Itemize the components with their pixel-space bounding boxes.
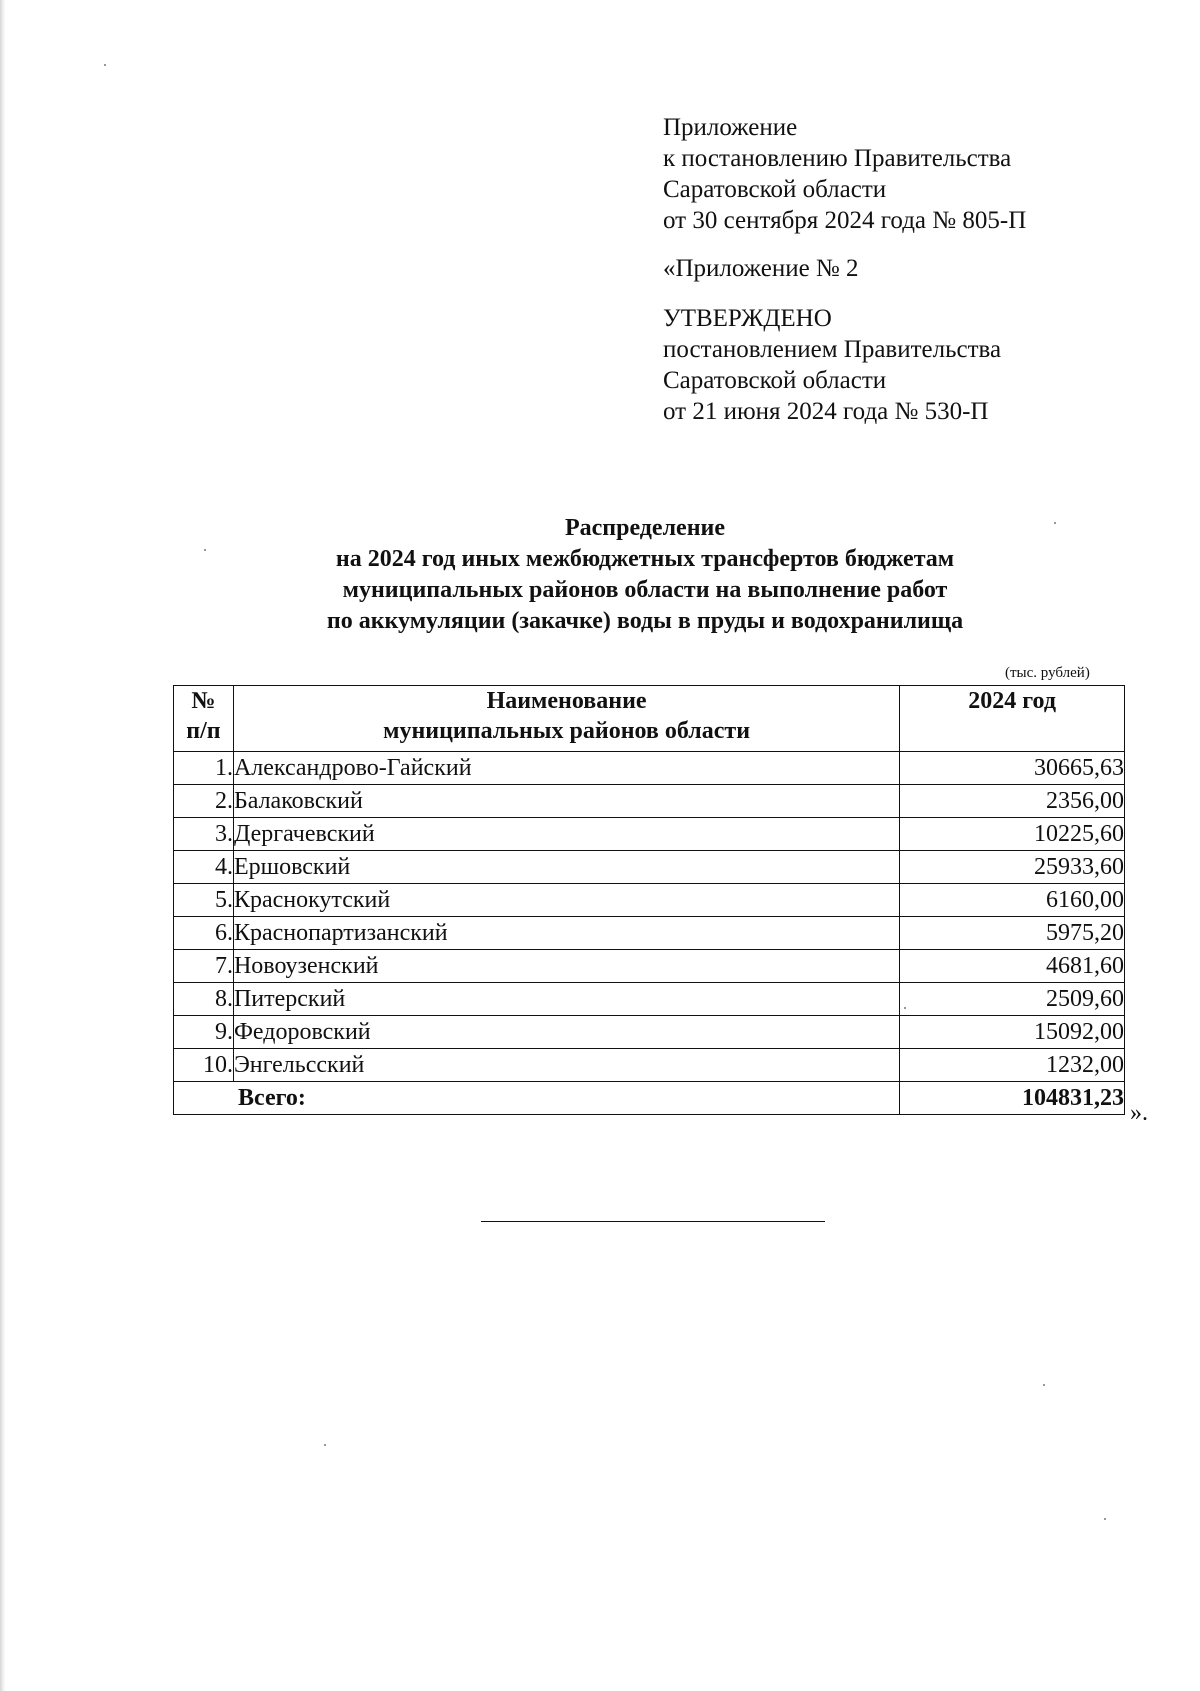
row-number: 5.: [174, 884, 234, 917]
header-number: [174, 686, 234, 752]
scan-speck: [1043, 1384, 1045, 1386]
row-number: 8.: [174, 983, 234, 1016]
row-number: 3.: [174, 818, 234, 851]
row-number: 2.: [174, 785, 234, 818]
table-row: [174, 950, 1125, 983]
scan-speck: [1054, 522, 1056, 524]
title-line: Распределение: [564, 515, 726, 541]
table-body: [174, 752, 1125, 1082]
row-amount: 25933,60: [900, 851, 1125, 884]
row-amount: 15092,00: [900, 1016, 1125, 1049]
row-number: 4.: [174, 851, 234, 884]
header-name-line: Наименование: [486, 688, 647, 714]
header-line: к постановлению Правительства: [663, 145, 1012, 172]
closing-quote: ».: [1130, 1100, 1148, 1126]
table-row: [174, 1049, 1125, 1082]
row-number: 7.: [174, 950, 234, 983]
table-row: [174, 851, 1125, 884]
row-amount: 6160,00: [900, 884, 1125, 917]
row-number: 6.: [174, 917, 234, 950]
row-amount: 2509,60: [900, 983, 1125, 1016]
approved-line: Саратовской области: [663, 367, 887, 394]
scan-speck: [324, 1444, 326, 1446]
title-line: по аккумуляции (закачке) воды в пруды и водохранилища: [326, 608, 964, 634]
row-district-name: Федоровский: [233, 1016, 899, 1049]
approved-title: УТВЕРЖДЕНО: [663, 305, 832, 332]
table-row: [174, 917, 1125, 950]
scan-speck: [1104, 1518, 1106, 1520]
scan-speck: [104, 64, 106, 66]
scan-speck: [204, 549, 206, 551]
row-amount: 30665,63: [900, 752, 1125, 785]
header-line: Саратовской области: [663, 176, 887, 203]
table-row: [174, 884, 1125, 917]
header-line: Приложение: [663, 114, 798, 141]
row-district-name: Новоузенский: [233, 950, 899, 983]
row-number: 10.: [174, 1049, 234, 1082]
table-row: [174, 818, 1125, 851]
header-name: [233, 686, 899, 752]
approved-line: постановлением Правительства: [663, 336, 1002, 363]
scan-edge-shadow: [0, 0, 6, 1691]
row-amount: 5975,20: [900, 917, 1125, 950]
allocation-table: [173, 685, 1125, 1115]
document-title: [160, 513, 1130, 637]
total-label: Всего:: [174, 1082, 900, 1115]
table-header-row: [174, 686, 1125, 752]
row-district-name: Энгельсский: [233, 1049, 899, 1082]
units-note: (тыс. рублей): [1005, 665, 1090, 681]
header-number-line: п/п: [186, 718, 221, 744]
header-line: от 30 сентября 2024 года № 805-П: [663, 207, 1027, 234]
total-row: [174, 1082, 1125, 1115]
table-row: [174, 1016, 1125, 1049]
table-row: [174, 983, 1125, 1016]
row-amount: 10225,60: [900, 818, 1125, 851]
row-amount: 4681,60: [900, 950, 1125, 983]
row-district-name: Краснопартизанский: [233, 917, 899, 950]
table-row: [174, 785, 1125, 818]
header-number-line: №: [191, 688, 216, 714]
appendix-header: [663, 112, 1163, 427]
row-district-name: Александрово-Гайский: [233, 752, 899, 785]
header-year: 2024 год: [900, 686, 1125, 752]
table-row: [174, 752, 1125, 785]
row-number: 9.: [174, 1016, 234, 1049]
row-number: 1.: [174, 752, 234, 785]
row-district-name: Ершовский: [233, 851, 899, 884]
end-rule: [481, 1221, 825, 1222]
total-value: 104831,23: [900, 1082, 1125, 1115]
header-name-line: муниципальных районов области: [383, 718, 751, 744]
approved-line: от 21 июня 2024 года № 530-П: [663, 398, 989, 425]
title-line: муниципальных районов области на выполнение работ: [342, 577, 948, 603]
row-amount: 2356,00: [900, 785, 1125, 818]
scan-speck: [904, 1007, 906, 1009]
title-line: на 2024 год иных межбюджетных трансфертов бюджетам: [335, 546, 955, 572]
row-amount: 1232,00: [900, 1049, 1125, 1082]
row-district-name: Дергачевский: [233, 818, 899, 851]
row-district-name: Питерский: [233, 983, 899, 1016]
row-district-name: Краснокутский: [233, 884, 899, 917]
appendix-reference: «Приложение № 2: [663, 255, 859, 282]
row-district-name: Балаковский: [233, 785, 899, 818]
